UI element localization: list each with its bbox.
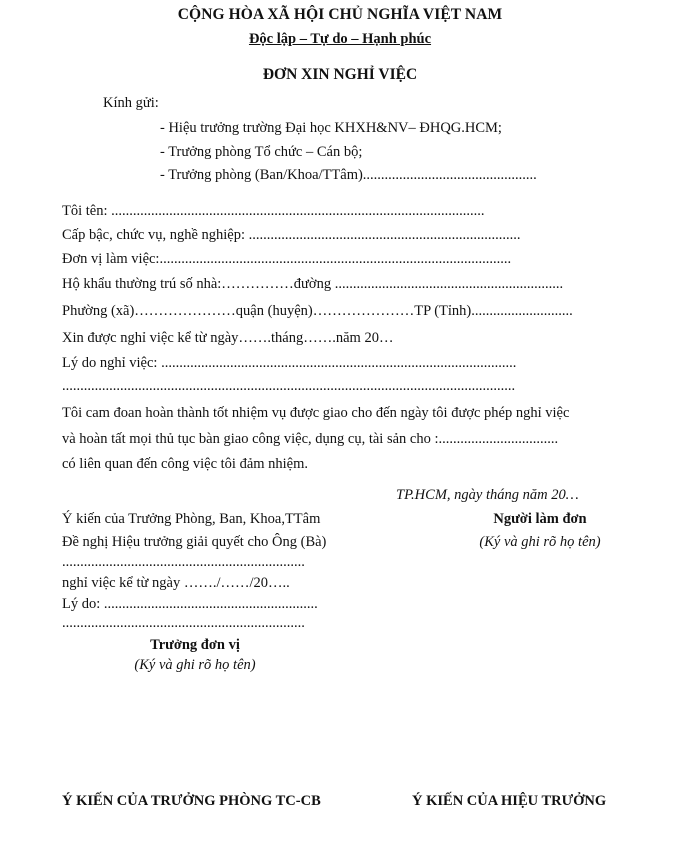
unit-opinion-proposal: Đề nghị Hiệu trưởng giải quyết cho Ông (Bà) <box>62 534 327 550</box>
commitment-line-3: có liên quan đến công việc tôi đảm nhiệm. <box>62 456 309 472</box>
unit-opinion-dots: ................................................................... <box>62 615 305 631</box>
applicant-title: Người làm đơn <box>493 511 587 527</box>
field-ward: Phường (xã)…………………quận (huyện)…………………TP (Tỉnh)............................ <box>62 303 573 319</box>
unit-opinion-leave-from: nghỉ việc kể từ ngày ……./……/20….. <box>62 575 290 591</box>
form-title: ĐƠN XIN NGHỈ VIỆC <box>262 66 418 83</box>
commitment-line-1: Tôi cam đoan hoàn thành tốt nhiệm vụ được giao cho đến ngày tôi được phép nghỉ việc <box>62 405 570 421</box>
unit-opinion-heading: Ý kiến của Trưởng Phòng, Ban, Khoa,TTâm <box>62 511 321 527</box>
field-position: Cấp bậc, chức vụ, nghề nghiệp: ........................................................................... <box>62 227 521 243</box>
unit-head-signature-note: (Ký và ghi rõ họ tên) <box>134 657 256 673</box>
recipient-item: - Hiệu trưởng trường Đại học KHXH&NV– ĐHQG.HCM; <box>160 120 502 136</box>
unit-opinion-dots: ................................................................... <box>62 554 305 570</box>
rector-opinion-heading: Ý KIẾN CỦA HIỆU TRƯỞNG <box>412 793 607 809</box>
field-name: Tôi tên: ....................................................................................................... <box>62 203 485 219</box>
field-reason-line2: ............................................................................................................................. <box>62 378 516 394</box>
recipient-greeting: Kính gửi: <box>103 95 159 111</box>
recipient-item: - Trưởng phòng (Ban/Khoa/TTâm)................................................ <box>160 167 537 183</box>
hr-opinion-heading: Ý KIẾN CỦA TRƯỞNG PHÒNG TC-CB <box>62 793 321 809</box>
commitment-line-2: và hoàn tất mọi thủ tục bàn giao công việc, dụng cụ, tài sản cho :................................. <box>62 431 559 447</box>
unit-head-title: Trưởng đơn vị <box>150 637 240 653</box>
field-reason: Lý do nghỉ việc: .................................................................................................. <box>62 355 517 371</box>
country-name: CỘNG HÒA XÃ HỘI CHỦ NGHĨA VIỆT NAM <box>177 6 503 23</box>
date-place: TP.HCM, ngày tháng năm 20… <box>396 487 579 503</box>
unit-opinion-reason: Lý do: ........................................................... <box>62 596 318 612</box>
field-leave-from: Xin được nghỉ việc kể từ ngày…….tháng…….năm 20… <box>62 330 394 346</box>
applicant-signature-note: (Ký và ghi rõ họ tên) <box>479 534 601 550</box>
national-motto: Độc lập – Tự do – Hạnh phúc <box>248 31 432 47</box>
field-address: Hộ khẩu thường trú số nhà:……………đường ............................................................... <box>62 276 564 292</box>
field-unit: Đơn vị làm việc:................................................................................................. <box>62 251 512 267</box>
recipient-item: - Trưởng phòng Tổ chức – Cán bộ; <box>160 144 363 160</box>
